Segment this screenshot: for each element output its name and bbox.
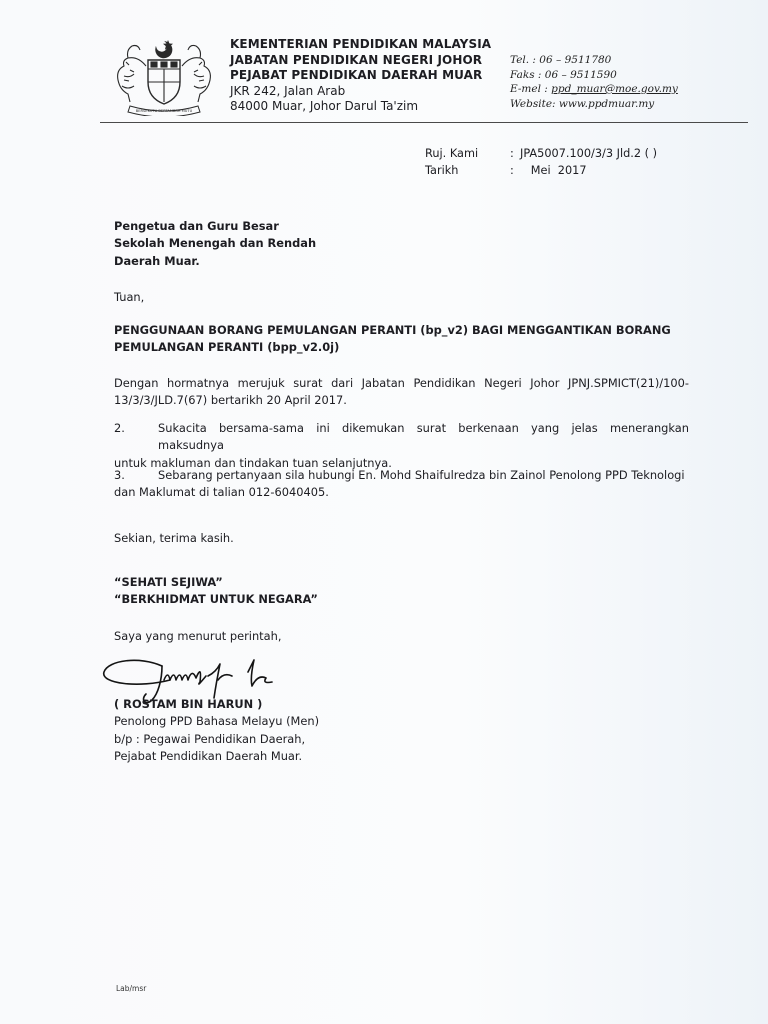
state-department-name: JABATAN PENDIDIKAN NEGERI JOHOR xyxy=(230,52,483,67)
salutation: Tuan, xyxy=(114,290,145,304)
paragraph-3-line-2: dan Maklumat di talian 012-6040405. xyxy=(114,485,329,500)
date-label: Tarikh xyxy=(425,164,459,177)
reference-block xyxy=(425,145,657,179)
motto-berkhidmat: “BERKHIDMAT UNTUK NEGARA” xyxy=(114,592,318,607)
paragraph-2 xyxy=(114,420,689,472)
recipient-block xyxy=(114,218,316,270)
reference-colon: : xyxy=(510,147,514,160)
malaysia-coat-of-arms-icon xyxy=(110,36,218,116)
contact-block xyxy=(510,53,678,111)
date-colon: : xyxy=(510,164,514,177)
paragraph-3-number: 3. xyxy=(114,468,125,482)
phone-number: Tel. : 06 – 9511780 xyxy=(510,54,612,66)
header-divider xyxy=(100,122,748,123)
email-label: E-mel : xyxy=(510,83,552,95)
fax-number: Faks : 06 – 9511590 xyxy=(510,68,617,81)
subject-line-1: PENGGUNAAN BORANG PEMULANGAN PERANTI (bp_v2) BAGI MENGGANTIKAN BORANG xyxy=(114,323,671,337)
date-value: Mei 2017 xyxy=(520,164,587,177)
website-line[interactable]: Website: www.ppdmuar.my xyxy=(510,97,655,110)
paragraph-1-line-2: 13/3/3/JLD.7(67) bertarikh 20 April 2017. xyxy=(114,393,347,408)
recipient-line-2: Sekolah Menengah dan Rendah xyxy=(114,236,317,251)
sign-off: Saya yang menurut perintah, xyxy=(114,629,282,643)
email-line xyxy=(510,82,678,97)
email-link[interactable]: ppd_muar@moe.gov.my xyxy=(551,83,678,95)
paragraph-2-line-1: Sukacita bersama-sama ini dikemukan surat berkenaan yang jelas menerangkan maksudnya xyxy=(158,421,689,453)
signatory-on-behalf: b/p : Pegawai Pendidikan Daerah, xyxy=(114,731,306,746)
reference-label: Ruj. Kami xyxy=(425,147,479,160)
footer-initials: Lab/msr xyxy=(116,984,147,993)
reference-number: JPA5007.100/3/3 Jld.2 ( ) xyxy=(520,147,658,160)
paragraph-2-line-2: untuk makluman dan tindakan tuan selanjutnya. xyxy=(114,455,392,470)
letter-subject xyxy=(114,322,671,357)
paragraph-3 xyxy=(114,467,689,502)
closing-line: Sekian, terima kasih. xyxy=(114,531,234,545)
signatory-name: ( ROSTAM BIN HARUN ) xyxy=(114,697,263,711)
signatory-title: Penolong PPD Bahasa Melayu (Men) xyxy=(114,714,320,729)
address-line-1: JKR 242, Jalan Arab xyxy=(230,83,346,98)
paragraph-3-line-1: Sebarang pertanyaan sila hubungi En. Mohd Shaifulredza bin Zainol Penolong PPD Teknologi xyxy=(158,468,685,482)
signatory-block xyxy=(114,696,319,765)
district-office-name: PEJABAT PENDIDIKAN DAERAH MUAR xyxy=(230,68,483,82)
motto-block xyxy=(114,574,318,609)
signatory-office: Pejabat Pendidikan Daerah Muar. xyxy=(114,748,303,763)
crest-motto: BERSEKUTU BERTAMBAH MUTU xyxy=(135,109,193,113)
organization-header xyxy=(230,37,491,115)
address-line-2: 84000 Muar, Johor Darul Ta'zim xyxy=(230,99,419,113)
motto-sehati-sejiwa: “SEHATI SEJIWA” xyxy=(114,575,223,589)
subject-line-2: PEMULANGAN PERANTI (bpp_v2.0j) xyxy=(114,340,340,355)
recipient-line-3: Daerah Muar. xyxy=(114,253,200,268)
ministry-name: KEMENTERIAN PENDIDIKAN MALAYSIA xyxy=(230,37,492,51)
paragraph-2-number: 2. xyxy=(114,421,125,435)
recipient-line-1: Pengetua dan Guru Besar xyxy=(114,219,279,233)
paragraph-1 xyxy=(114,375,689,410)
paragraph-1-line-1: Dengan hormatnya merujuk surat dari Jabatan Pendidikan Negeri Johor JPNJ.SPMICT(21)/100- xyxy=(114,376,689,390)
